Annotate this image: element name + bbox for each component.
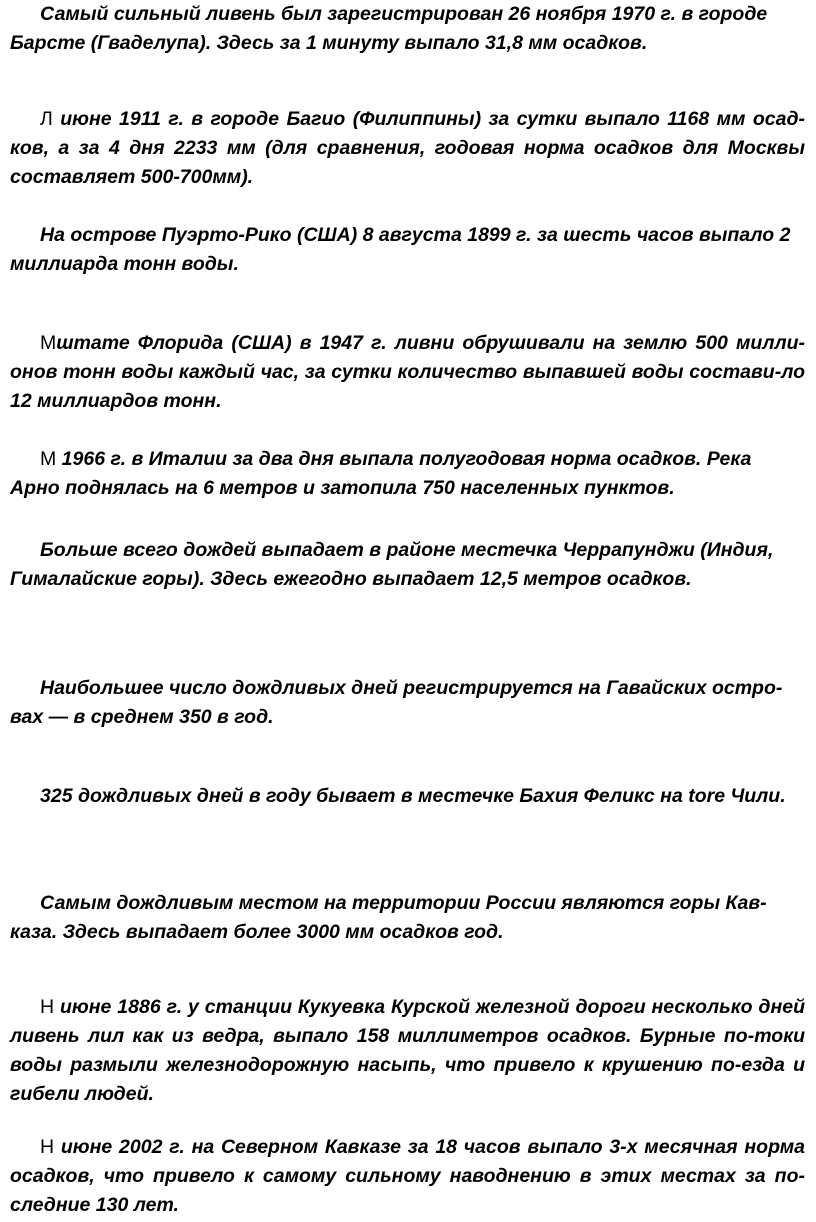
paragraph-text: Самый сильный ливень был зарегистрирован 26 ноября 1970 г. в городе Барсте (Гваделупа). Здесь за 1 минуту выпало 31,8 мм осадков. <box>10 3 768 54</box>
paragraph-text: июне 2002 г. на Северном Кавказе за 18 часов выпало 3-х месячная норма осадков, что привело к самому сильному наводнению в этих местах за по-следние 130 лет. <box>10 1136 805 1216</box>
paragraph-florida <box>10 329 805 416</box>
paragraph-text: июне 1911 г. в городе Багио (Филиппины) за сутки выпало 1168 мм осад-ков, а за 4 дня 2233 мм (для сравнения, годовая норма осадков для Москвы составляет 500-700мм). <box>10 108 805 188</box>
paragraph-initial: Н <box>40 996 55 1018</box>
paragraph-initial: М <box>40 448 57 470</box>
paragraph-text: 325 дождливых дней в году бывает в местечке Бахия Феликс на tore Чили. <box>40 785 786 807</box>
paragraph-italy <box>10 445 805 503</box>
paragraph-initial: Н <box>40 1136 55 1158</box>
paragraph-text: июне 1886 г. у станции Кукуевка Курской железной дороги несколько дней ливень лил как из ведра, выпало 158 миллиметров осадков. Бурные по-токи воды размыли железнодорожную насыпь, что привело к крушению по-езда и гибели людей. <box>10 996 805 1105</box>
paragraph-text: штате Флорида (США) в 1947 г. ливни обрушивали на землю 500 милли-онов тонн воды каждый час, за сутки количество выпавшей воды состави-ло 12 миллиардов тонн. <box>10 332 805 412</box>
paragraph-initial: Л <box>40 108 53 130</box>
paragraph-text: Больше всего дождей выпадает в районе местечка Черрапунджи (Индия, Гималайские горы). Здесь ежегодно выпадает 12,5 метров осадков. <box>10 539 774 590</box>
paragraph-text: Самым дождливым местом на территории России являются горы Кав-каза. Здесь выпадает более 3000 мм осадков год. <box>10 892 767 943</box>
paragraph-bagio <box>10 105 805 192</box>
paragraph-caucasus-mountains <box>10 889 805 947</box>
paragraph-text: На острове Пуэрто-Рико (США) 8 августа 1899 г. за шесть часов выпало 2 миллиарда тонн воды. <box>10 224 791 275</box>
paragraph-north-caucasus <box>10 1133 805 1220</box>
paragraph-puerto-rico <box>10 221 805 279</box>
paragraph-cherrapunji <box>10 536 805 594</box>
paragraph-kukuevka <box>10 993 805 1109</box>
paragraph-barste <box>10 0 805 58</box>
paragraph-initial: М <box>40 332 57 354</box>
paragraph-chile <box>10 782 805 811</box>
paragraph-text: 1966 г. в Италии за два дня выпала полугодовая норма осадков. Река Арно поднялась на 6 метров и затопила 750 населенных пунктов. <box>10 448 752 499</box>
paragraph-text: Наибольшее число дождливых дней регистрируется на Гавайских остро-вах — в среднем 350 в год. <box>10 677 783 728</box>
paragraph-hawaii <box>10 674 805 732</box>
